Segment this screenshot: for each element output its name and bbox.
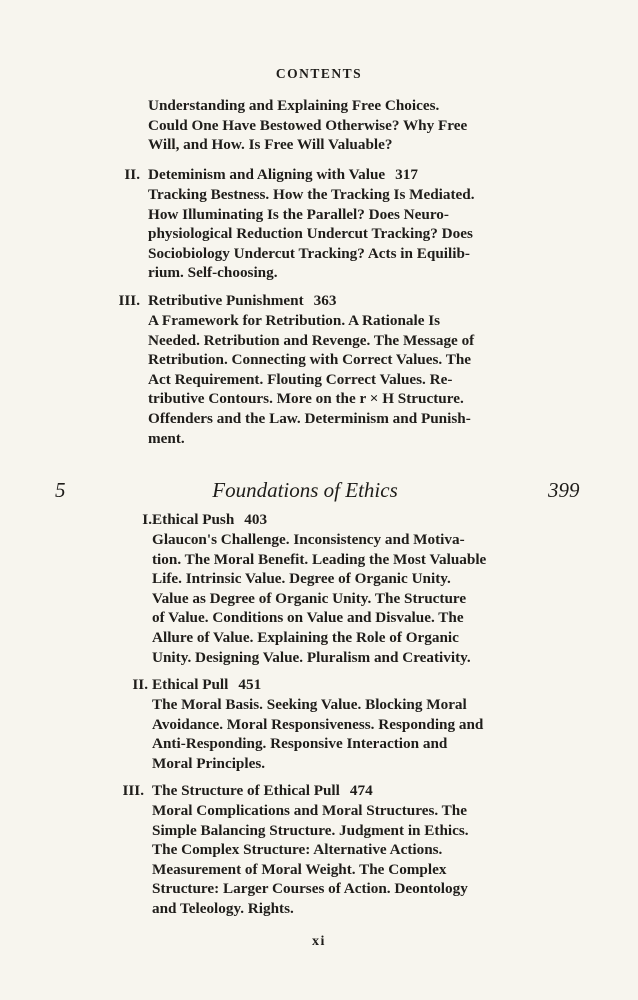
text-line: Act Requirement. Flouting Correct Values. Re-: [148, 370, 453, 388]
text-line: Allure of Value. Explaining the Role of Organic: [152, 628, 459, 646]
section-title: Ethical Pull: [152, 676, 229, 693]
text-line: Measurement of Moral Weight. The Complex: [152, 860, 447, 878]
text-line: Glaucon's Challenge. Inconsistency and Motiva-: [152, 531, 465, 548]
text-line: Could One Have Bestowed Otherwise? Why Free: [148, 116, 468, 134]
page-number: xi: [312, 934, 326, 949]
text-line: ment.: [148, 429, 185, 447]
section-summary: [152, 530, 602, 667]
section-page: 403: [244, 511, 268, 528]
text-line: The Complex Structure: Alternative Actions.: [152, 841, 443, 859]
text-line: Structure: Larger Courses of Action. Deontology: [152, 880, 468, 898]
chapter-heading: [0, 478, 638, 508]
section-page: 363: [313, 292, 337, 309]
entry-title-line: [152, 510, 267, 530]
text-line: Moral Principles.: [152, 754, 266, 772]
text-line: Will, and How. Is Free Will Valuable?: [148, 136, 393, 154]
section-summary: [152, 695, 602, 773]
text-line: Retribution. Connecting with Correct Values. The: [148, 351, 472, 369]
section-summary: [148, 311, 598, 448]
chapter-page: 399: [548, 478, 580, 502]
section-title: Ethical Push: [152, 511, 235, 528]
section-title: Retributive Punishment: [148, 292, 304, 309]
text-line: tion. The Moral Benefit. Leading the Most Valuable: [152, 550, 487, 568]
running-head: CONTENTS: [275, 66, 363, 81]
section-page: 474: [349, 782, 373, 799]
entry-title-line: [148, 291, 336, 311]
section-numeral: II.: [132, 676, 148, 693]
text-line: Understanding and Explaining Free Choices.: [148, 97, 440, 114]
section-page: 451: [238, 676, 262, 693]
text-line: Anti-Responding. Responsive Interaction and: [152, 735, 448, 753]
entry-title-line: [152, 675, 261, 695]
text-line: rium. Self-choosing.: [148, 264, 278, 282]
text-line: of Value. Conditions on Value and Disvalue. The: [152, 609, 464, 627]
chapter-number: 5: [55, 478, 66, 502]
text-line: physiological Reduction Undercut Tracking? Does: [148, 225, 473, 243]
entry-title-line: [148, 165, 418, 185]
text-line: Unity. Designing Value. Pluralism and Creativity.: [152, 648, 471, 666]
text-line: Moral Complications and Moral Structures. The: [152, 802, 467, 819]
text-line: tributive Contours. More on the r × H Structure.: [148, 390, 464, 408]
text-line: Offenders and the Law. Determinism and Punish-: [148, 409, 471, 427]
text-line: The Moral Basis. Seeking Value. Blocking Moral: [152, 696, 467, 713]
section-summary: [152, 801, 602, 919]
section-title: The Structure of Ethical Pull: [152, 782, 340, 799]
text-line: A Framework for Retribution. A Rationale Is: [148, 312, 441, 329]
text-line: Tracking Bestness. How the Tracking Is Mediated.: [148, 186, 475, 203]
section-numeral: III.: [122, 782, 144, 799]
text-line: Needed. Retribution and Revenge. The Message of: [148, 331, 475, 349]
entry-title-line: [152, 781, 373, 801]
text-line: Value as Degree of Organic Unity. The Structure: [152, 589, 467, 607]
section-numeral: III.: [118, 292, 140, 309]
chapter-title: Foundations of Ethics: [212, 478, 398, 502]
section-numeral: II.: [124, 166, 140, 183]
text-line: and Teleology. Rights.: [152, 899, 294, 917]
section-numeral: I.: [142, 511, 152, 528]
text-line: Simple Balancing Structure. Judgment in Ethics.: [152, 821, 469, 839]
text-line: How Illuminating Is the Parallel? Does Neuro-: [148, 205, 449, 223]
text-line: Avoidance. Moral Responsiveness. Responding and: [152, 715, 484, 733]
section-page: 317: [395, 166, 418, 183]
section-title: Deteminism and Aligning with Value: [148, 166, 386, 183]
text-line: Sociobiology Undercut Tracking? Acts in Equilib-: [148, 244, 470, 262]
text-line: Life. Intrinsic Value. Degree of Organic Unity.: [152, 570, 451, 588]
section-summary: [148, 185, 598, 283]
continued-entry-text: [148, 96, 588, 155]
